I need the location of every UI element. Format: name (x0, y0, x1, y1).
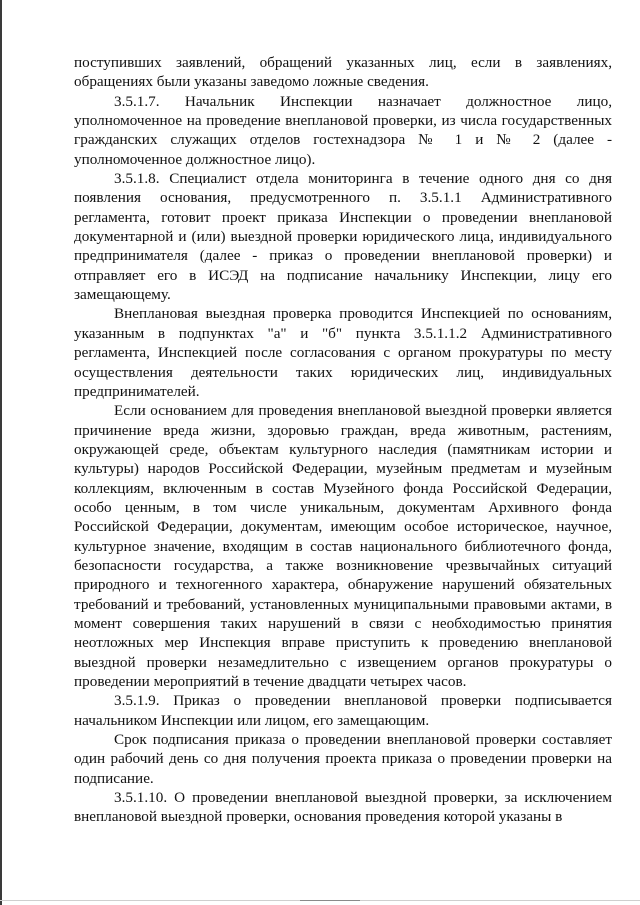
paragraph-continuation: поступивших заявлений, обращений указанных лиц, если в заявлениях, обращениях были указаны заведомо ложные сведения. (74, 54, 612, 91)
page-bottom-mark (300, 900, 360, 901)
paragraph-3-5-1-9: 3.5.1.9. Приказ о проведении внеплановой проверки подписывается начальником Инспекции или лицом, его замещающим. (74, 692, 612, 729)
paragraph-unscheduled-inspection-grounds: Внеплановая выездная проверка проводится Инспекцией по основаниям, указанным в подпунктах "а" и "б" пункта 3.5.1.1.2 Административного регламента, Инспекцией после согласования с органом прокуратуры по месту осуществления деятельности таких юридических лиц, индивидуальных предпринимателей. (74, 305, 612, 400)
document-body (74, 53, 612, 827)
paragraph-signing-term: Срок подписания приказа о проведении внеплановой проверки составляет один рабочий день со дня получения проекта приказа о проведении проверки на подписание. (74, 731, 612, 787)
paragraph-3-5-1-8: 3.5.1.8. Специалист отдела мониторинга в течение одного дня со дня появления основания, предусмотренного п. 3.5.1.1 Административного регламента, готовит проект приказа Инспекции о проведении внеплановой документарной и (или) выездной проверки юридического лица, индивидуального предпринимателя (далее - приказ о проведении внеплановой проверки) и отправляет его в ИСЭД на подписание начальнику Инспекции, лицу его замещающему. (74, 170, 612, 304)
paragraph-urgent-inspection: Если основанием для проведения внеплановой выездной проверки является причинение вреда жизни, здоровью граждан, вреда животным, растениям, окружающей среде, объектам культурного наследия (памятникам истории и культуры) народов Российской Федерации, музейным предметам и музейным коллекциям, включенным в состав Музейного фонда Российской Федерации, особо ценным, в том числе уникальным, документам Архивного фонда Российской Федерации, документам, имеющим особое историческое, научное, культурное значение, входящим в состав национального библиотечного фонда, безопасности государства, а также возникновение чрезвычайных ситуаций природного и техногенного характера, обнаружение нарушений обязательных требований и требований, установленных муниципальными правовыми актами, в момент совершения таких нарушений в связи с необходимостью принятия неотложных мер Инспекция вправе приступить к проведению внеплановой выездной проверки незамедлительно с извещением органов прокуратуры о проведении мероприятий в течение двадцати четырех часов. (74, 402, 612, 690)
paragraph-3-5-1-7: 3.5.1.7. Начальник Инспекции назначает должностное лицо, уполномоченное на проведение внеплановой проверки, из числа государственных гражданских служащих отделов гостехнадзора № 1 и № 2 (далее - уполномоченное должностное лицо). (74, 92, 612, 168)
paragraph-3-5-1-10: 3.5.1.10. О проведении внеплановой выездной проверки, за исключением внеплановой выездной проверки, основания проведения которой указаны в (74, 789, 612, 826)
scan-edge-line (0, 0, 2, 905)
